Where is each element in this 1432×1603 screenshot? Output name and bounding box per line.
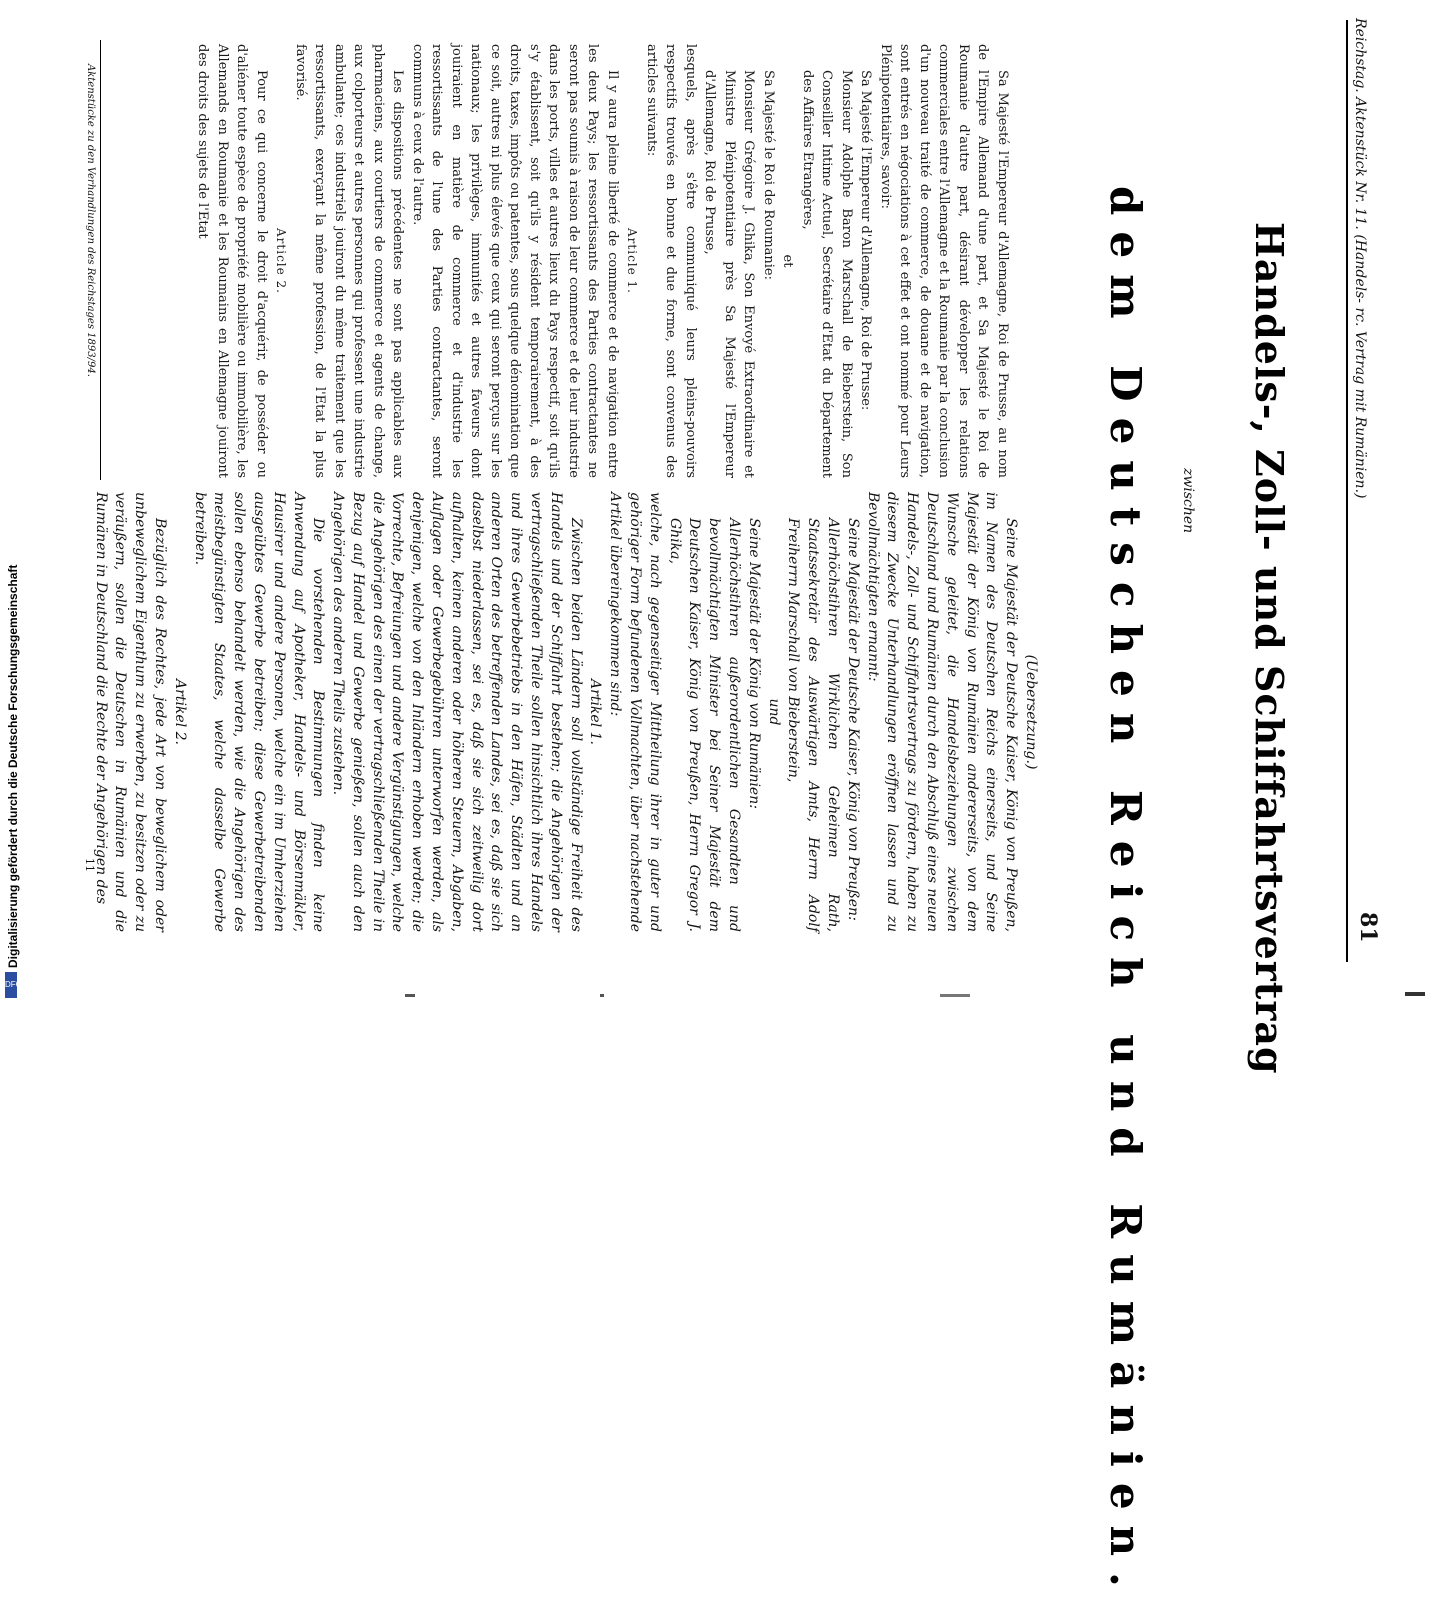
footer-sheet-number: 11 [83,858,96,872]
french-article1-p2: Les dispositions précédentes ne sont pas applicables aux pharmaciens, aux courtiers de commerce et agents de change, aux colporteurs et autres personnes qui professent une industrie ambulante; ces industriels jouiront du même traitement que les ressortissants, exerçant la même profession, de l'Etat la plus favorisé. [293,44,406,478]
footer-publication-line: Aktenstücke zu den Verhandlungen des Reichstages 1893/94. [85,64,96,377]
french-column [72,44,1012,478]
french-king-delegate: Monsieur Grégoire J. Ghika, Son Envoyé Extraordinaire et Ministre Plénipotentiaire près Sa Majesté l'Empereur d'Allemagne, Roi de Prusse, [702,70,757,478]
french-king: Sa Majesté le Roi de Roumanie: [761,70,776,280]
german-article2-p1: Bezüglich des Rechtes, jede Art von beweglichem oder unbeweglichem Eigenthum zu erwerben, zu besitzen oder zu veräußern, sollen die Deutschen in Rumänien und die Rumänen in Deutschland die Rechte der Angehörigen des [92,492,168,932]
german-intro: Seine Majestät der Deutsche Kaiser, König von Preußen, im Namen des Deutschen Reichs einerseits, und Seine Majestät der König von Rumänien andererseits, von dem Wunsche geleitet, die Handelsbeziehungen zwischen Deutschland und Rumänien durch den Abschluß eines neuen Handels-, Zoll- und Schiffahrtsvertrags zu fördern, haben zu diesem Zwecke Unterhandlungen eröffnen lassen und zu Bevollmächtigten ernannt: [864,492,1020,932]
german-note: (Uebersetzung.) [1023,654,1039,770]
digitization-notice: Digitalisierung gefördert durch die Deutsche Forschungsgemeinschaft [6,564,20,968]
french-article2-title: Article 2. [274,228,289,294]
document-title-line2: dem Deutschen Reich und Rumänien. [1101,186,1150,1603]
german-king-delegate: Allerhöchstihren außerordentlichen Gesandten und bevollmächtigten Minister bei Seiner Majestät dem Deutschen Kaiser, König von Preußen, Herrn Gregor J. Ghika, [666,518,743,932]
french-article1-p1: Il y aura pleine liberté de commerce et de navigation entre les deux Pays; les ressortissants des Parties contractantes ne seront pas soumis à raison de leur commerce et de leur industrie dans les ports, villes et autres lieux du Pays respectif, soit qu'ils s'y établissent, soit qu'ils y résident temporairement, à des droits, taxes, impôts ou patentes, sous quelque dénomination que ce soit, autres ni plus élevés que ceux qui seront perçus sur les nationaux; les privilèges, immunités et autres faveurs dont jouiraient en matière de commerce et d'industrie les ressortissants de l'une des Parties contractantes, seront communs à ceux de l'autre. [410,44,620,478]
running-title: Reichstag. Aktenstück Nr. 11. (Handels- rc. Vertrag mit Rumänien.) [1352,18,1368,499]
dfg-logo-icon: DFG [5,972,17,998]
german-emperor: Seine Majestät der Deutsche Kaiser, König von Preußen: [844,518,861,921]
french-article1-title: Article 1. [625,228,640,294]
french-article2-p1: Pour ce qui concerne le droit d'acquérir, de posséder ou d'aliéner toute espèce de propriété mobilière ou immobilière, les Allemands en Roumanie et les Roumains en Allemagne jouiront des droits des sujets de l'Etat [195,44,269,478]
scan-mark [405,994,415,997]
german-article1-title: Artikel 1. [587,679,604,745]
german-und: und [765,698,782,726]
header-rule [1346,20,1348,962]
scan-mark [940,994,970,997]
german-king: Seine Majestät der König von Rumänien: [745,518,762,809]
footer-rule [100,40,101,480]
french-emperor: Sa Majesté l'Empereur d'Allemagne, Roi de Prusse: [858,70,874,411]
german-article2-title: Artikel 2. [171,679,188,745]
french-et: et [780,254,796,268]
german-article1-p1: Zwischen beiden Ländern soll vollständige Freiheit des Handels und der Schiffahrt bestehen; die Angehörigen der vertragschließenden Theile sollen hinsichtlich ihres Handels und ihres Gewerbebetriebs in den Häfen, Städten und an anderen Orten des betreffenden Landes, sei es, daß sie sich daselbst niederlassen, sei es, daß sie sich zeitweilig dort aufhalten, keinen anderen oder höheren Steuern, Abgaben, Auflagen oder Gewerbegebühren unterworfen werden, als denjenigen, welche von den Inländern erhoben werden; die Vorrechte, Befreiungen und andere Vergünstigungen, welche die Angehörigen des einen der vertragschließenden Theile in Bezug auf Handel und Gewerbe genießen, sollen auch den Angehörigen des anderen Theils zustehen. [330,492,584,932]
german-column [92,492,1040,932]
german-emperor-delegate: Allerhöchstihren Wirklichen Geheimen Rath, Staatssekretär des Auswärtigen Amts, Herrn Adolf Freiherrn Marschall von Bieberstein, [785,518,842,932]
page-number: 81 [1355,912,1381,943]
scan-mark [1405,992,1425,996]
french-emperor-delegate: Monsieur Adolphe Baron Marschall de Bieberstein, Son Conseiller Intime Actuel, Secrétaire d'Etat du Département des Affaires Etrangères, [800,70,854,478]
title-between: zwischen [1180,468,1196,534]
document-title-line1: Handels-, Zoll- und Schiffahrtsvertrag [1247,222,1292,1075]
german-article1-p2: Die vorstehenden Bestimmungen finden keine Anwendung auf Apotheker, Handels- und Börsenmäkler, Hausirer und andere Personen, welche ein im Umherziehen ausgeübtes Gewerbe betreiben; diese Gewerbetreibenden sollen ebenso behandelt werden, wie die Angehörigen des meistbegünstigten Staates, welche dasselbe Gewerbe betreiben. [191,492,327,932]
french-lesquels: lesquels, après s'être communiqué leurs pleins-pouvoirs respectifs trouvés en bonne et due forme, sont convenus des articles suivants: [644,44,698,478]
scan-mark [600,994,604,997]
french-intro: Sa Majesté l'Empereur d'Allemagne, Roi de Prusse, au nom de l'Empire Allemand d'une part, et Sa Majesté le Roi de Roumanie d'autre part, désirant développer les relations commerciales entre l'Allemagne et la Roumanie par la conclusion d'un nouveau traité de commerce, de douane et de navigation, sont entrés en négociations à cet effet et ont nommé pour Leurs Plénipotentiaires, savoir: [878,44,1010,478]
german-welche: welche, nach gegenseitiger Mittheilung ihrer in guter und gehöriger Form befundenen Vollmachten, über nachstehende Artikel übereingekommen sind: [607,492,663,932]
